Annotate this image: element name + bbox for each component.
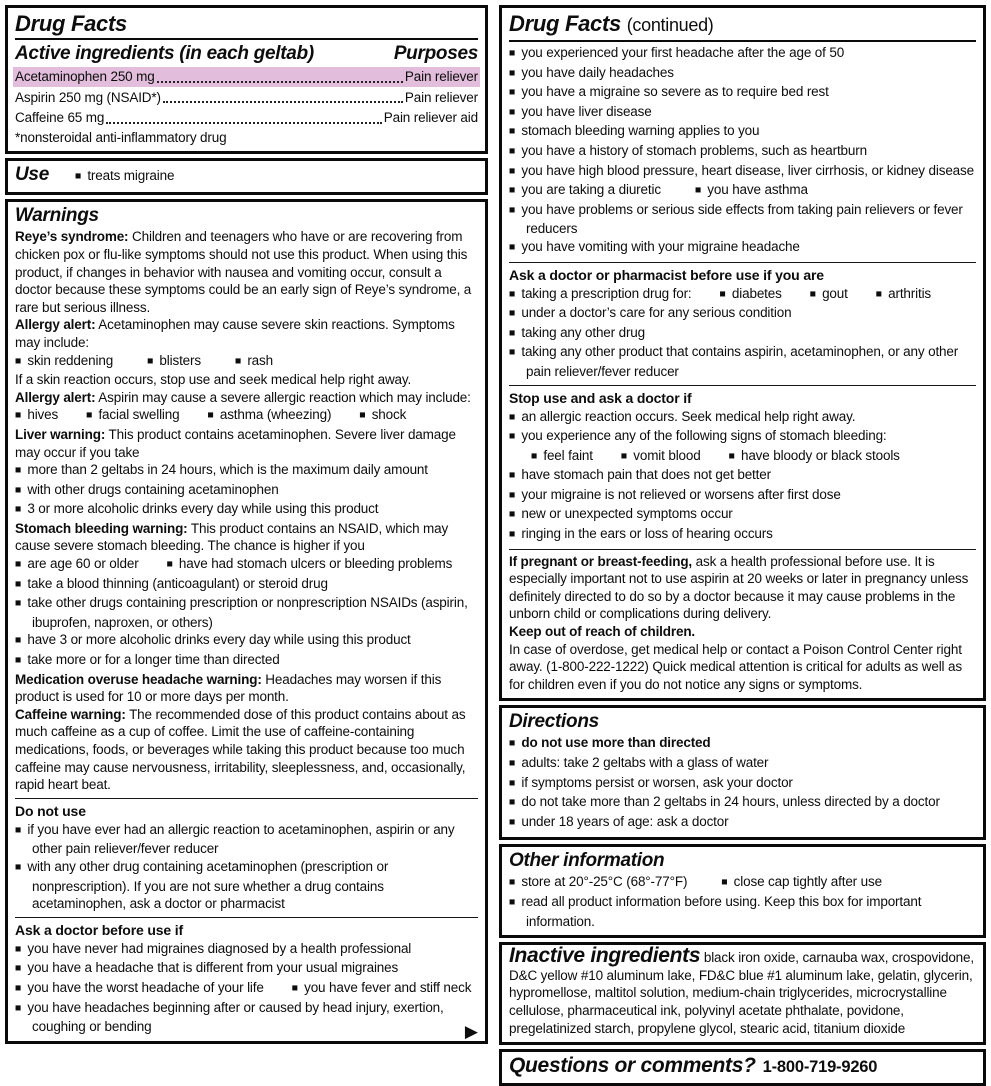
square-bullet-icon: ■: [509, 47, 516, 59]
phone-number: 1-800-719-9260: [762, 1057, 878, 1076]
pharmacist-bullet: ■ taking any other drug: [509, 324, 646, 340]
square-bullet-icon: ■: [620, 449, 628, 462]
bullet-item: ■ have had stomach ulcers or bleeding problems: [166, 556, 453, 572]
pharmacist-bullet: ■ under a doctor’s care for any serious condition: [509, 305, 792, 321]
allergy-alert-aspirin: Allergy alert: Aspirin may cause a severe allergic reaction which may include:: [15, 389, 471, 405]
square-bullet-icon: ■: [15, 558, 22, 571]
pregnancy-warning: If pregnant or breast-feeding, ask a health professional before use. It is especially important not to use aspirin at 20 weeks or later in pregnancy unless definitely directed to do so by a doctor because it may cause problems in the unborn child or complications during delivery.: [509, 553, 969, 622]
square-bullet-icon: ■: [15, 1001, 22, 1014]
bullet-item: ■ shock: [359, 407, 407, 423]
liver-bullet: ■ with other drugs containing acetaminophen: [15, 481, 279, 497]
dotted-leader: [163, 101, 403, 103]
directions-bullet: ■ under 18 years of age: ask a doctor: [509, 813, 729, 829]
continued-section: [499, 5, 986, 701]
active-ingredients-heading: Active ingredients (in each geltab): [15, 43, 314, 64]
bullet-item: ■ gout: [809, 285, 848, 301]
do-not-use-bullet: ■ if you have ever had an allergic reaction to acetaminophen, aspirin or any other pain reliever/fever reducer: [15, 821, 455, 857]
directions-heading: Directions: [509, 711, 599, 733]
bullet-item: ■ rash: [234, 352, 273, 368]
right-column: [499, 5, 986, 1078]
active-ingredients-section: [5, 5, 488, 154]
square-bullet-icon: ■: [147, 354, 154, 367]
square-bullet-icon: ■: [509, 287, 516, 300]
stomach-bullet: ■ have 3 or more alcoholic drinks every day while using this product: [15, 632, 411, 648]
square-bullet-icon: ■: [509, 737, 516, 750]
bullet-item: ■ arthritis: [875, 285, 932, 301]
ingredient-purpose: Pain reliever: [404, 89, 478, 105]
drug-facts-continued-title: Drug Facts (continued): [509, 11, 714, 36]
use-bullet-item: ■ treats migraine: [74, 168, 175, 184]
directions-bullet: ■ if symptoms persist or worsen, ask your doctor: [509, 774, 793, 790]
square-bullet-icon: ■: [291, 981, 299, 994]
bullet-item: ■ taking a prescription drug for:: [509, 285, 692, 301]
diuretic-asthma-pair: [509, 181, 976, 201]
stomach-bleeding-signs-row: [509, 447, 976, 467]
square-bullet-icon: ■: [721, 876, 728, 889]
use-heading: Use: [15, 164, 49, 186]
square-bullet-icon: ■: [15, 597, 22, 610]
stomach-bullet: ■ take other drugs containing prescription or nonprescription NSAIDs (aspirin, ibuprofen, naproxen, or others): [15, 595, 468, 630]
bullet-item: ■ close cap tightly after use: [721, 874, 882, 890]
bullet-item: ■ are age 60 or older: [15, 556, 139, 572]
square-bullet-icon: ■: [15, 981, 22, 994]
ask-pharmacist-heading: Ask a doctor or pharmacist before use if you are: [509, 266, 824, 283]
square-bullet-icon: ■: [509, 469, 516, 482]
continued-bullet: ■ you have problems or serious side effects from taking pain relievers or fever reducers: [509, 201, 963, 237]
square-bullet-icon: ■: [509, 240, 516, 253]
other-information-heading: Other information: [509, 850, 665, 872]
drug-facts-title: Drug Facts: [15, 11, 127, 36]
dotted-leader: [157, 81, 403, 83]
square-bullet-icon: ■: [509, 796, 516, 809]
continued-bullet: ■ you have a migraine so severe as to require bed rest: [509, 84, 829, 100]
stomach-bullet: ■ take more or for a longer time than directed: [15, 652, 280, 668]
inactive-ingredients-section: [499, 942, 986, 1045]
square-bullet-icon: ■: [509, 757, 516, 769]
other-information-bullet: ■ read all product information before using. Keep this box for important information.: [509, 893, 922, 929]
square-bullet-icon: ■: [509, 144, 516, 157]
do-not-use-bullet: ■ with any other drug containing acetaminophen (prescription or nonprescription). If you are not sure whether a drug contains acetaminophen, ask a doctor or pharmacist: [15, 858, 389, 912]
square-bullet-icon: ■: [809, 287, 817, 300]
bullet-item: ■ you have the worst headache of your life: [15, 979, 264, 995]
square-bullet-icon: ■: [509, 430, 516, 443]
ingredient-name: Caffeine 65 mg: [15, 110, 105, 126]
continued-bullet: ■ stomach bleeding warning applies to you: [509, 123, 760, 139]
divider: [15, 38, 478, 40]
square-bullet-icon: ■: [15, 634, 22, 647]
continued-bullet: ■ you have vomiting with your migraine headache: [509, 238, 800, 254]
bullet-item: ■ diabetes: [719, 285, 782, 301]
square-bullet-icon: ■: [509, 528, 516, 541]
bullet-item: ■ you have fever and stiff neck: [291, 979, 472, 995]
questions-section: [499, 1049, 986, 1086]
square-bullet-icon: ■: [875, 287, 883, 300]
prescription-drug-row: [509, 285, 976, 305]
storage-pair: [509, 873, 976, 893]
warnings-heading: Warnings: [15, 205, 99, 227]
ingredient-purpose: Pain reliever aid: [383, 110, 478, 126]
continued-bullet: ■ you experienced your first headache after the age of 50: [509, 45, 845, 60]
square-bullet-icon: ■: [15, 577, 22, 590]
ingredient-row-aspirin: [13, 88, 480, 108]
square-bullet-icon: ■: [15, 483, 22, 496]
stomach-risk-pair: [15, 555, 478, 575]
square-bullet-icon: ■: [166, 558, 173, 571]
square-bullet-icon: ■: [509, 184, 516, 197]
divider: [509, 549, 976, 550]
square-bullet-icon: ■: [15, 354, 22, 367]
bullet-item: ■ vomit blood: [620, 447, 701, 463]
skin-reaction-note: If a skin reaction occurs, stop use and seek medical help right away.: [15, 372, 412, 388]
inactive-ingredients-list: black iron oxide, carnauba wax, crospovidone, D&C yellow #10 aluminum lake, FD&C blue #1 aluminum lake, gelatin, glycerin, hypromellose, maltitol solution, medium-chain triglycerides, microcrystalline cellulose, pharmaceutical ink, polyvinyl acetate phthalate, povidone, pregelatinized starch, propylene glycol, stearic acid, titanium dioxide: [509, 950, 975, 1036]
ask-doctor-heading: Ask a doctor before use if: [15, 921, 184, 938]
use-section: [5, 158, 488, 195]
ask-doctor-bullet: ■ you have headaches beginning after or caused by head injury, exertion, coughing or bending: [15, 999, 444, 1035]
bullet-item: ■ you have asthma: [694, 182, 808, 198]
aspirin-allergy-bullets: [15, 406, 478, 426]
square-bullet-icon: ■: [509, 410, 516, 423]
square-bullet-icon: ■: [531, 449, 538, 462]
square-bullet-icon: ■: [509, 105, 516, 118]
square-bullet-icon: ■: [509, 307, 516, 320]
square-bullet-icon: ■: [509, 326, 516, 339]
keep-out-of-reach: Keep out of reach of children.: [509, 624, 696, 640]
nsaid-footnote: *nonsteroidal anti-inflammatory drug: [15, 129, 227, 145]
skin-symptom-bullets: [15, 352, 478, 372]
directions-section: [499, 705, 986, 840]
liver-warning-paragraph: Liver warning: This product contains acetaminophen. Severe liver damage may occur if you take: [15, 426, 456, 460]
allergy-alert-acetaminophen: Allergy alert: Acetaminophen may cause severe skin reactions. Symptoms may include:: [15, 317, 455, 350]
square-bullet-icon: ■: [509, 815, 516, 828]
bullet-item: ■ hives: [15, 407, 59, 423]
caffeine-warning: Caffeine warning: The recommended dose of this product contains about as much caffeine as a cup of coffee. Limit the use of caffeine-containing medications, foods, or beverages while taking this product because too much caffeine may cause nervousness, irritability, sleeplessness, and, occasionally, rapid heart beat.: [15, 706, 466, 793]
bullet-item: ■ asthma (wheezing): [207, 407, 332, 423]
left-column: [5, 5, 488, 1041]
continued-bullet: ■ you have daily headaches: [509, 64, 674, 80]
ingredient-row-caffeine: [13, 108, 480, 128]
square-bullet-icon: ■: [509, 776, 516, 789]
square-bullet-icon: ■: [15, 962, 22, 975]
active-ingredients-header: [15, 42, 478, 66]
directions-bullet-bold: ■ do not use more than directed: [509, 735, 711, 751]
inactive-ingredients-heading: Inactive ingredients: [509, 944, 701, 968]
stop-use-heading: Stop use and ask a doctor if: [509, 389, 692, 406]
bullet-item: ■ have bloody or black stools: [728, 447, 900, 463]
square-bullet-icon: ■: [15, 409, 22, 422]
reyes-syndrome-paragraph: Reye’s syndrome: Children and teenagers who have or are recovering from chicken pox or flu-like symptoms should not use this product. When using this product, if changes in behavior with nausea and vomiting occur, consult a doctor because these symptoms could be an early sign of Reye’s syndrome, a rare but serious illness.: [15, 229, 472, 315]
square-bullet-icon: ■: [509, 164, 516, 177]
bullet-item: ■ skin reddening: [15, 352, 114, 368]
stop-use-bullet: ■ new or unexpected symptoms occur: [509, 506, 733, 522]
square-bullet-icon: ■: [15, 654, 22, 667]
continued-label: (continued): [626, 15, 714, 35]
bullet-item: ■ store at 20°-25°C (68°-77°F): [509, 874, 688, 890]
bullet-item: ■ blisters: [147, 352, 201, 368]
bullet-item: ■ you are taking a diuretic: [509, 182, 661, 198]
ask-doctor-bullet: ■ you have a headache that is different from your usual migraines: [15, 960, 399, 976]
ingredient-name: Aspirin 250 mg (NSAID*): [15, 89, 161, 105]
square-bullet-icon: ■: [509, 66, 516, 79]
square-bullet-icon: ■: [509, 508, 516, 521]
square-bullet-icon: ■: [15, 823, 22, 836]
directions-bullet: ■ adults: take 2 geltabs with a glass of water: [509, 755, 769, 770]
questions-heading: Questions or comments?: [509, 1054, 756, 1078]
continued-bullet: ■ you have high blood pressure, heart disease, liver cirrhosis, or kidney disease: [509, 162, 974, 178]
square-bullet-icon: ■: [359, 409, 366, 422]
square-bullet-icon: ■: [15, 464, 22, 477]
stop-use-bullet: ■ have stomach pain that does not get better: [509, 467, 771, 483]
stop-use-bullet: ■ an allergic reaction occurs. Seek medical help right away.: [509, 408, 856, 424]
square-bullet-icon: ■: [509, 125, 516, 138]
stomach-bullet: ■ take a blood thinning (anticoagulant) or steroid drug: [15, 575, 328, 591]
bullet-item: ■ feel faint: [531, 447, 593, 463]
square-bullet-icon: ■: [509, 86, 516, 99]
ingredient-name: Acetaminophen 250 mg: [15, 69, 155, 84]
square-bullet-icon: ■: [207, 409, 214, 422]
square-bullet-icon: ■: [86, 409, 93, 422]
square-bullet-icon: ■: [509, 203, 516, 216]
square-bullet-icon: ■: [728, 449, 735, 462]
square-bullet-icon: ■: [719, 287, 726, 300]
square-bullet-icon: ■: [509, 346, 516, 359]
square-bullet-icon: ■: [234, 354, 242, 367]
divider: [15, 798, 478, 799]
square-bullet-icon: ■: [509, 488, 516, 501]
square-bullet-icon: ■: [694, 184, 702, 197]
overdose-paragraph: In case of overdose, get medical help or contact a Poison Control Center right away. (1-800-222-1222) Quick medical attention is critical for adults as well as for children even if you do not notice any signs or symptoms.: [509, 641, 962, 692]
stop-use-bullet: ■ ringing in the ears or loss of hearing occurs: [509, 526, 773, 542]
ask-doctor-bullet: ■ you have never had migraines diagnosed by a health professional: [15, 940, 412, 956]
liver-bullet: ■ 3 or more alcoholic drinks every day while using this product: [15, 501, 379, 517]
pharmacist-bullet: ■ taking any other product that contains aspirin, acetaminophen, or any other pain reliever/fever reducer: [509, 344, 959, 379]
do-not-use-heading: Do not use: [15, 802, 86, 819]
divider: [15, 917, 478, 918]
divider: [509, 385, 976, 386]
stomach-bleeding-warning-paragraph: Stomach bleeding warning: This product contains an NSAID, which may cause severe stomach bleeding. The chance is higher if you: [15, 520, 449, 554]
liver-bullet: ■ more than 2 geltabs in 24 hours, which is the maximum daily amount: [15, 462, 428, 478]
square-bullet-icon: ■: [15, 860, 22, 873]
ingredient-purpose: Pain reliever: [404, 69, 478, 84]
continued-bullet: ■ you have liver disease: [509, 103, 652, 119]
purposes-heading: Purposes: [393, 43, 478, 64]
square-bullet-icon: ■: [509, 876, 516, 889]
reyes-lead: Reye’s syndrome:: [15, 229, 129, 245]
square-bullet-icon: ■: [74, 170, 82, 183]
divider: [509, 40, 976, 42]
ingredient-row-acetaminophen: [13, 67, 480, 87]
stop-use-bullet: ■ your migraine is not relieved or worsens after first dose: [509, 486, 841, 502]
warnings-section: [5, 199, 488, 1043]
overuse-headache-warning: Medication overuse headache warning: Headaches may worsen if this product is used for 10 or more days per month.: [15, 671, 442, 705]
other-information-section: [499, 844, 986, 938]
square-bullet-icon: ■: [15, 942, 22, 955]
square-bullet-icon: ■: [15, 503, 22, 516]
square-bullet-icon: ■: [509, 895, 516, 908]
continued-arrow-icon: ▶: [464, 1021, 478, 1041]
stop-use-bullet: ■ you experience any of the following signs of stomach bleeding:: [509, 428, 887, 444]
ask-doctor-pair: [15, 979, 478, 999]
dotted-leader: [106, 122, 382, 124]
continued-bullet: ■ you have a history of stomach problems, such as heartburn: [509, 142, 867, 158]
directions-bullet: ■ do not take more than 2 geltabs in 24 hours, unless directed by a doctor: [509, 794, 940, 810]
divider: [509, 262, 976, 263]
bullet-item: ■ facial swelling: [86, 407, 180, 423]
